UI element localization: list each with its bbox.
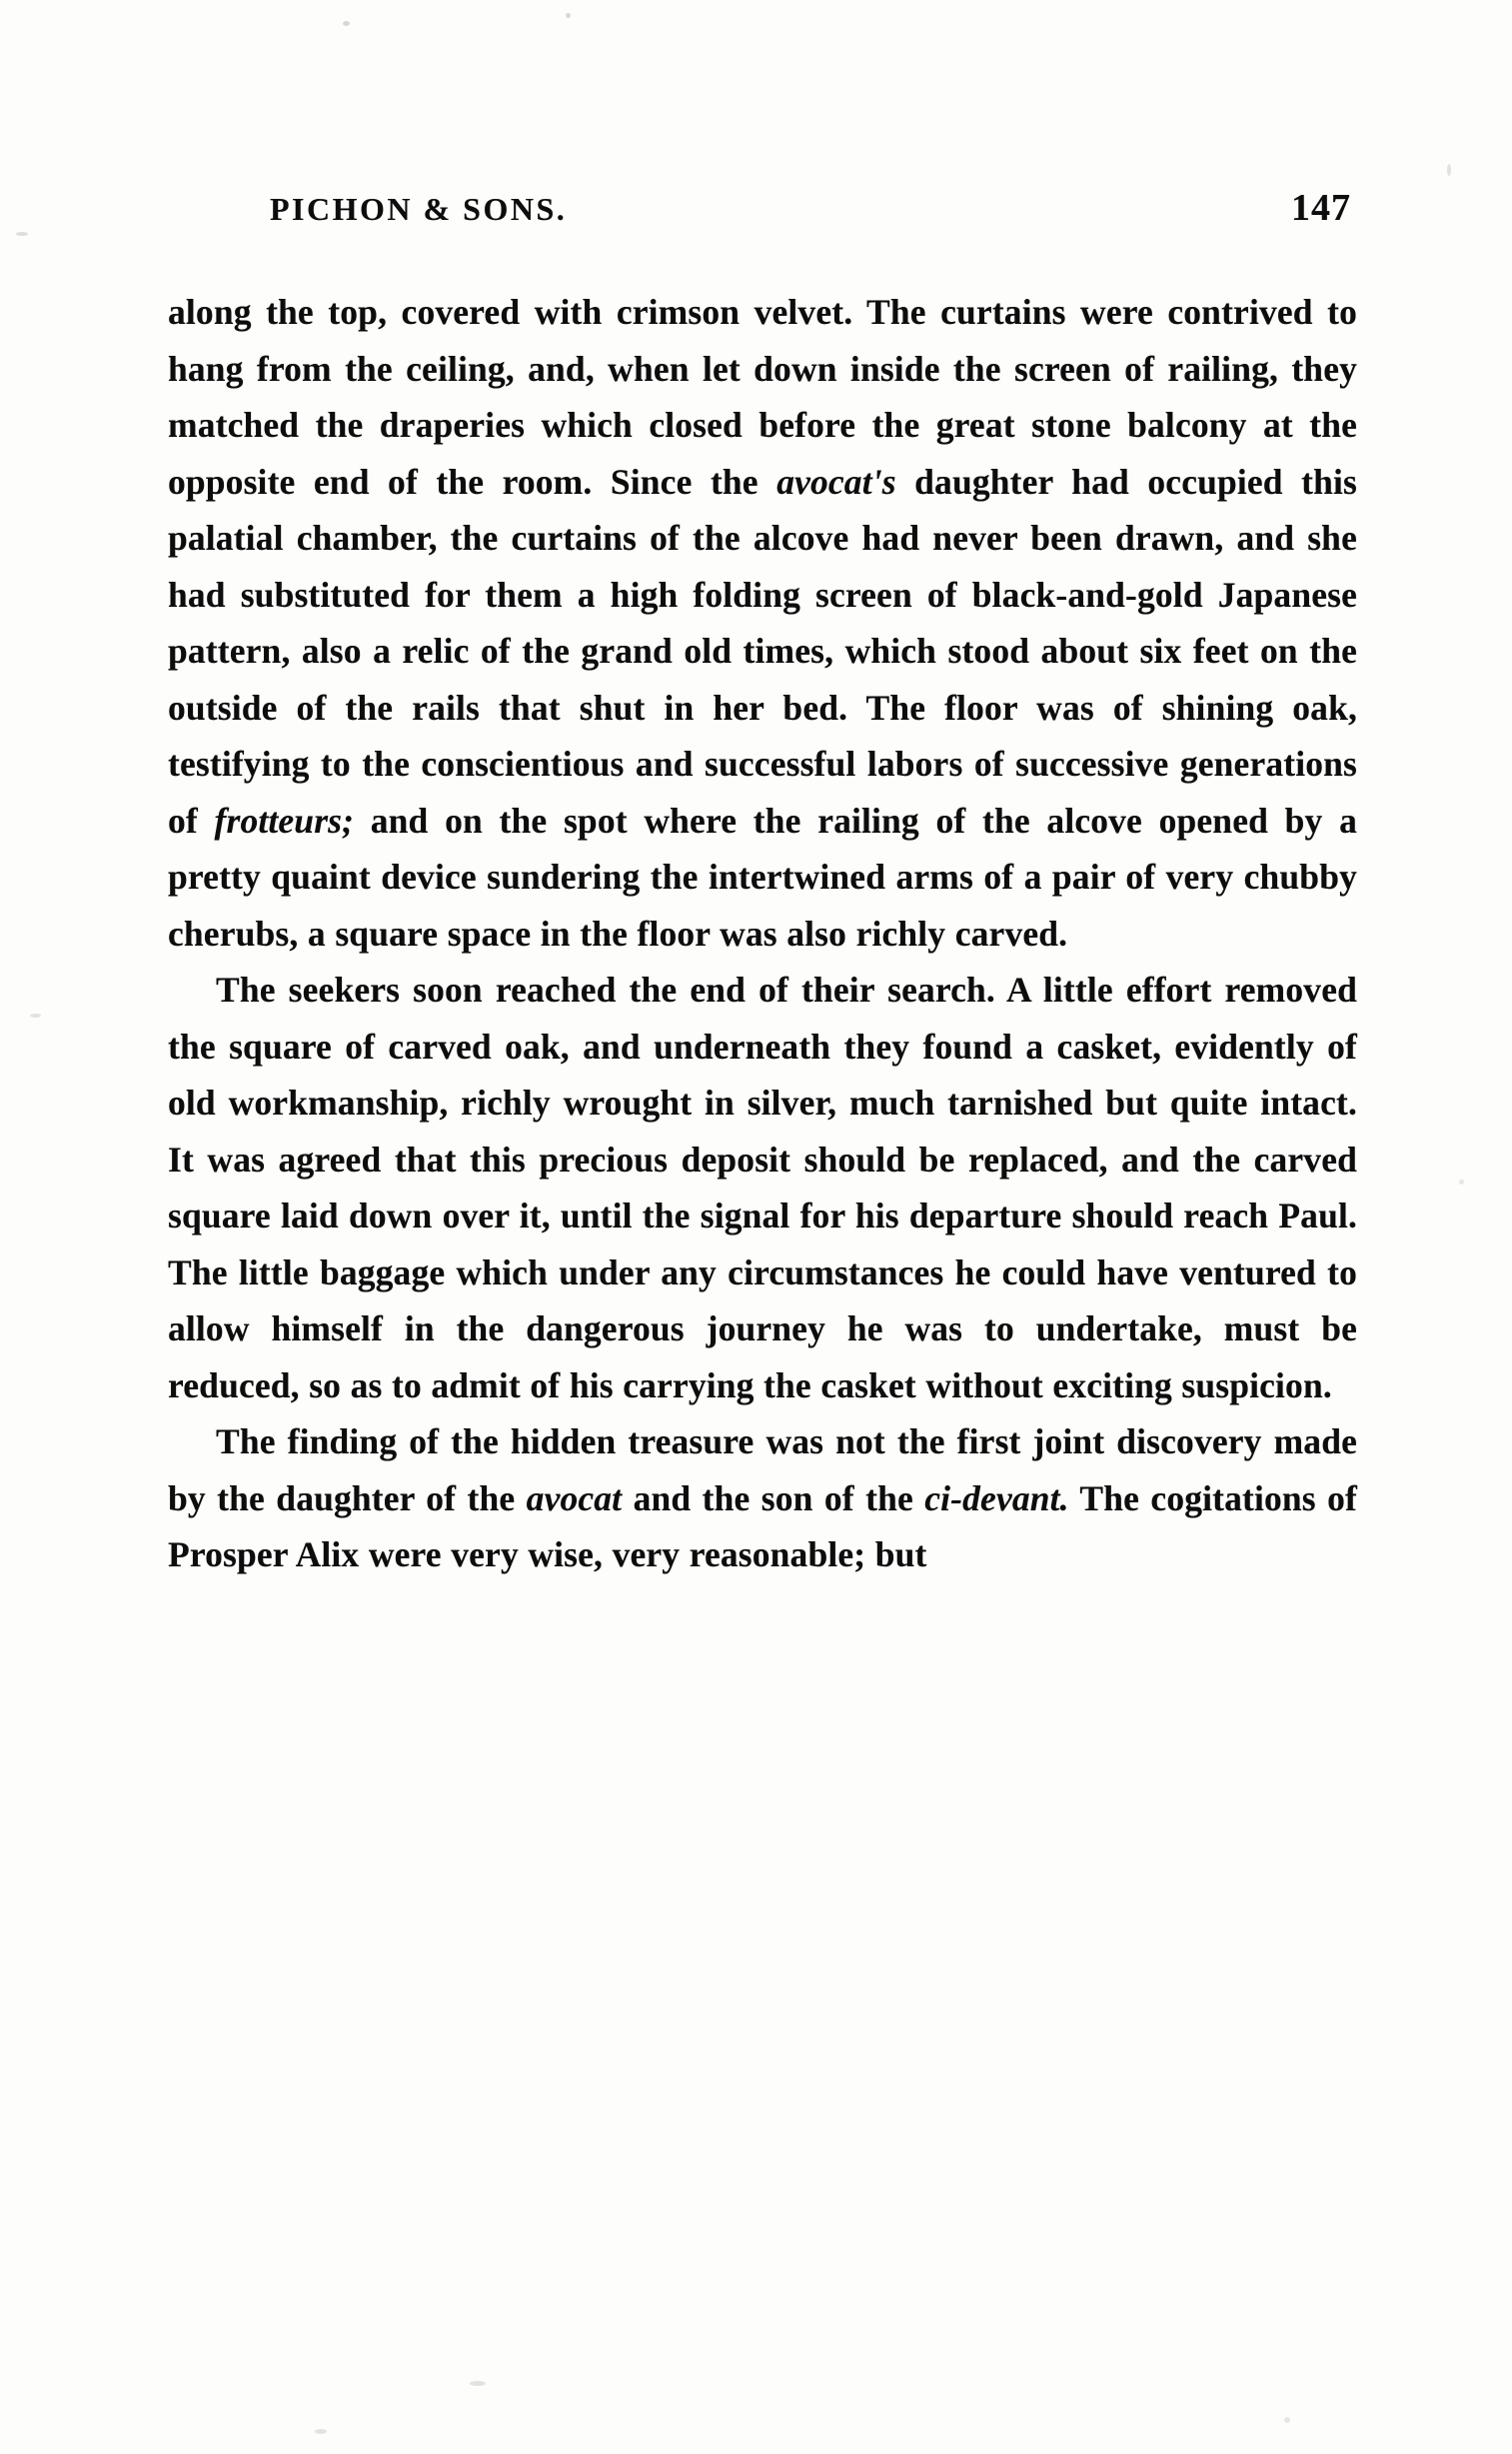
- scan-speck: [1447, 164, 1451, 176]
- scan-speck: [470, 2381, 486, 2386]
- text-run: and on the spot where the railing of the alcove opened by a pretty quaint device sundering the intertwined arms of a pair of very chubby cherubs, a square space in the floor was also richly carved.: [168, 800, 1357, 954]
- running-head-title: PICHON & SONS.: [270, 191, 568, 227]
- italic-phrase: frotteurs;: [214, 800, 355, 841]
- italic-phrase: avocat's: [776, 461, 896, 502]
- text-run: The finding of the hidden treasure was not the first joint discovery made by the daughter of the: [168, 1421, 1357, 1518]
- scan-speck: [566, 13, 571, 18]
- text-run: daughter had occupied this palatial chamber, the curtains of the alcove had never been drawn, and she had substituted for them a high folding screen of black-and-gold Japanese pattern, also a relic of the grand old times, which stood about six feet on the outside of the rails that shut in her bed. The floor was of shining oak, testifying to the conscientious and successful labors of successive generations of: [168, 461, 1357, 841]
- italic-phrase: ci-devant.: [924, 1477, 1069, 1518]
- body-text: [168, 284, 1357, 1583]
- scan-speck: [315, 2429, 327, 2434]
- paragraph: [168, 284, 1357, 962]
- text-run: and the son of the: [622, 1477, 925, 1518]
- scan-speck: [16, 232, 28, 236]
- running-header: [168, 186, 1357, 230]
- scan-speck: [343, 21, 350, 26]
- italic-phrase: avocat: [526, 1477, 623, 1518]
- scan-speck: [30, 1014, 41, 1018]
- page-number: 147: [1291, 187, 1351, 229]
- text-run: The cogitations of Prosper Alix were very wise, very reasonable; but: [168, 1477, 1357, 1574]
- text-run: The seekers soon reached the end of their search. A little effort removed the square of carved oak, and underneath they found a casket, evidently of old workmanship, richly wrought in silver, much tarnished but quite intact. It was agreed that this precious deposit should be replaced, and the carved square laid down over it, until the signal for his departure should reach Paul. The little baggage which under any circumstances he could have ventured to allow himself in the dangerous journey he was to undertake, must be reduced, so as to admit of his carrying the casket without exciting suspicion.: [168, 970, 1357, 1405]
- scan-speck: [1284, 2417, 1290, 2423]
- page-content: [168, 186, 1357, 1583]
- text-run: along the top, covered with crimson velvet. The curtains were contrived to hang from the ceiling, and, when let down inside the screen of railing, they matched the draperies which closed before the great stone balcony at the opposite end of the room. Since the: [168, 292, 1357, 502]
- paragraph: [168, 1413, 1357, 1583]
- paragraph: [168, 962, 1357, 1413]
- scan-speck: [1459, 1180, 1464, 1185]
